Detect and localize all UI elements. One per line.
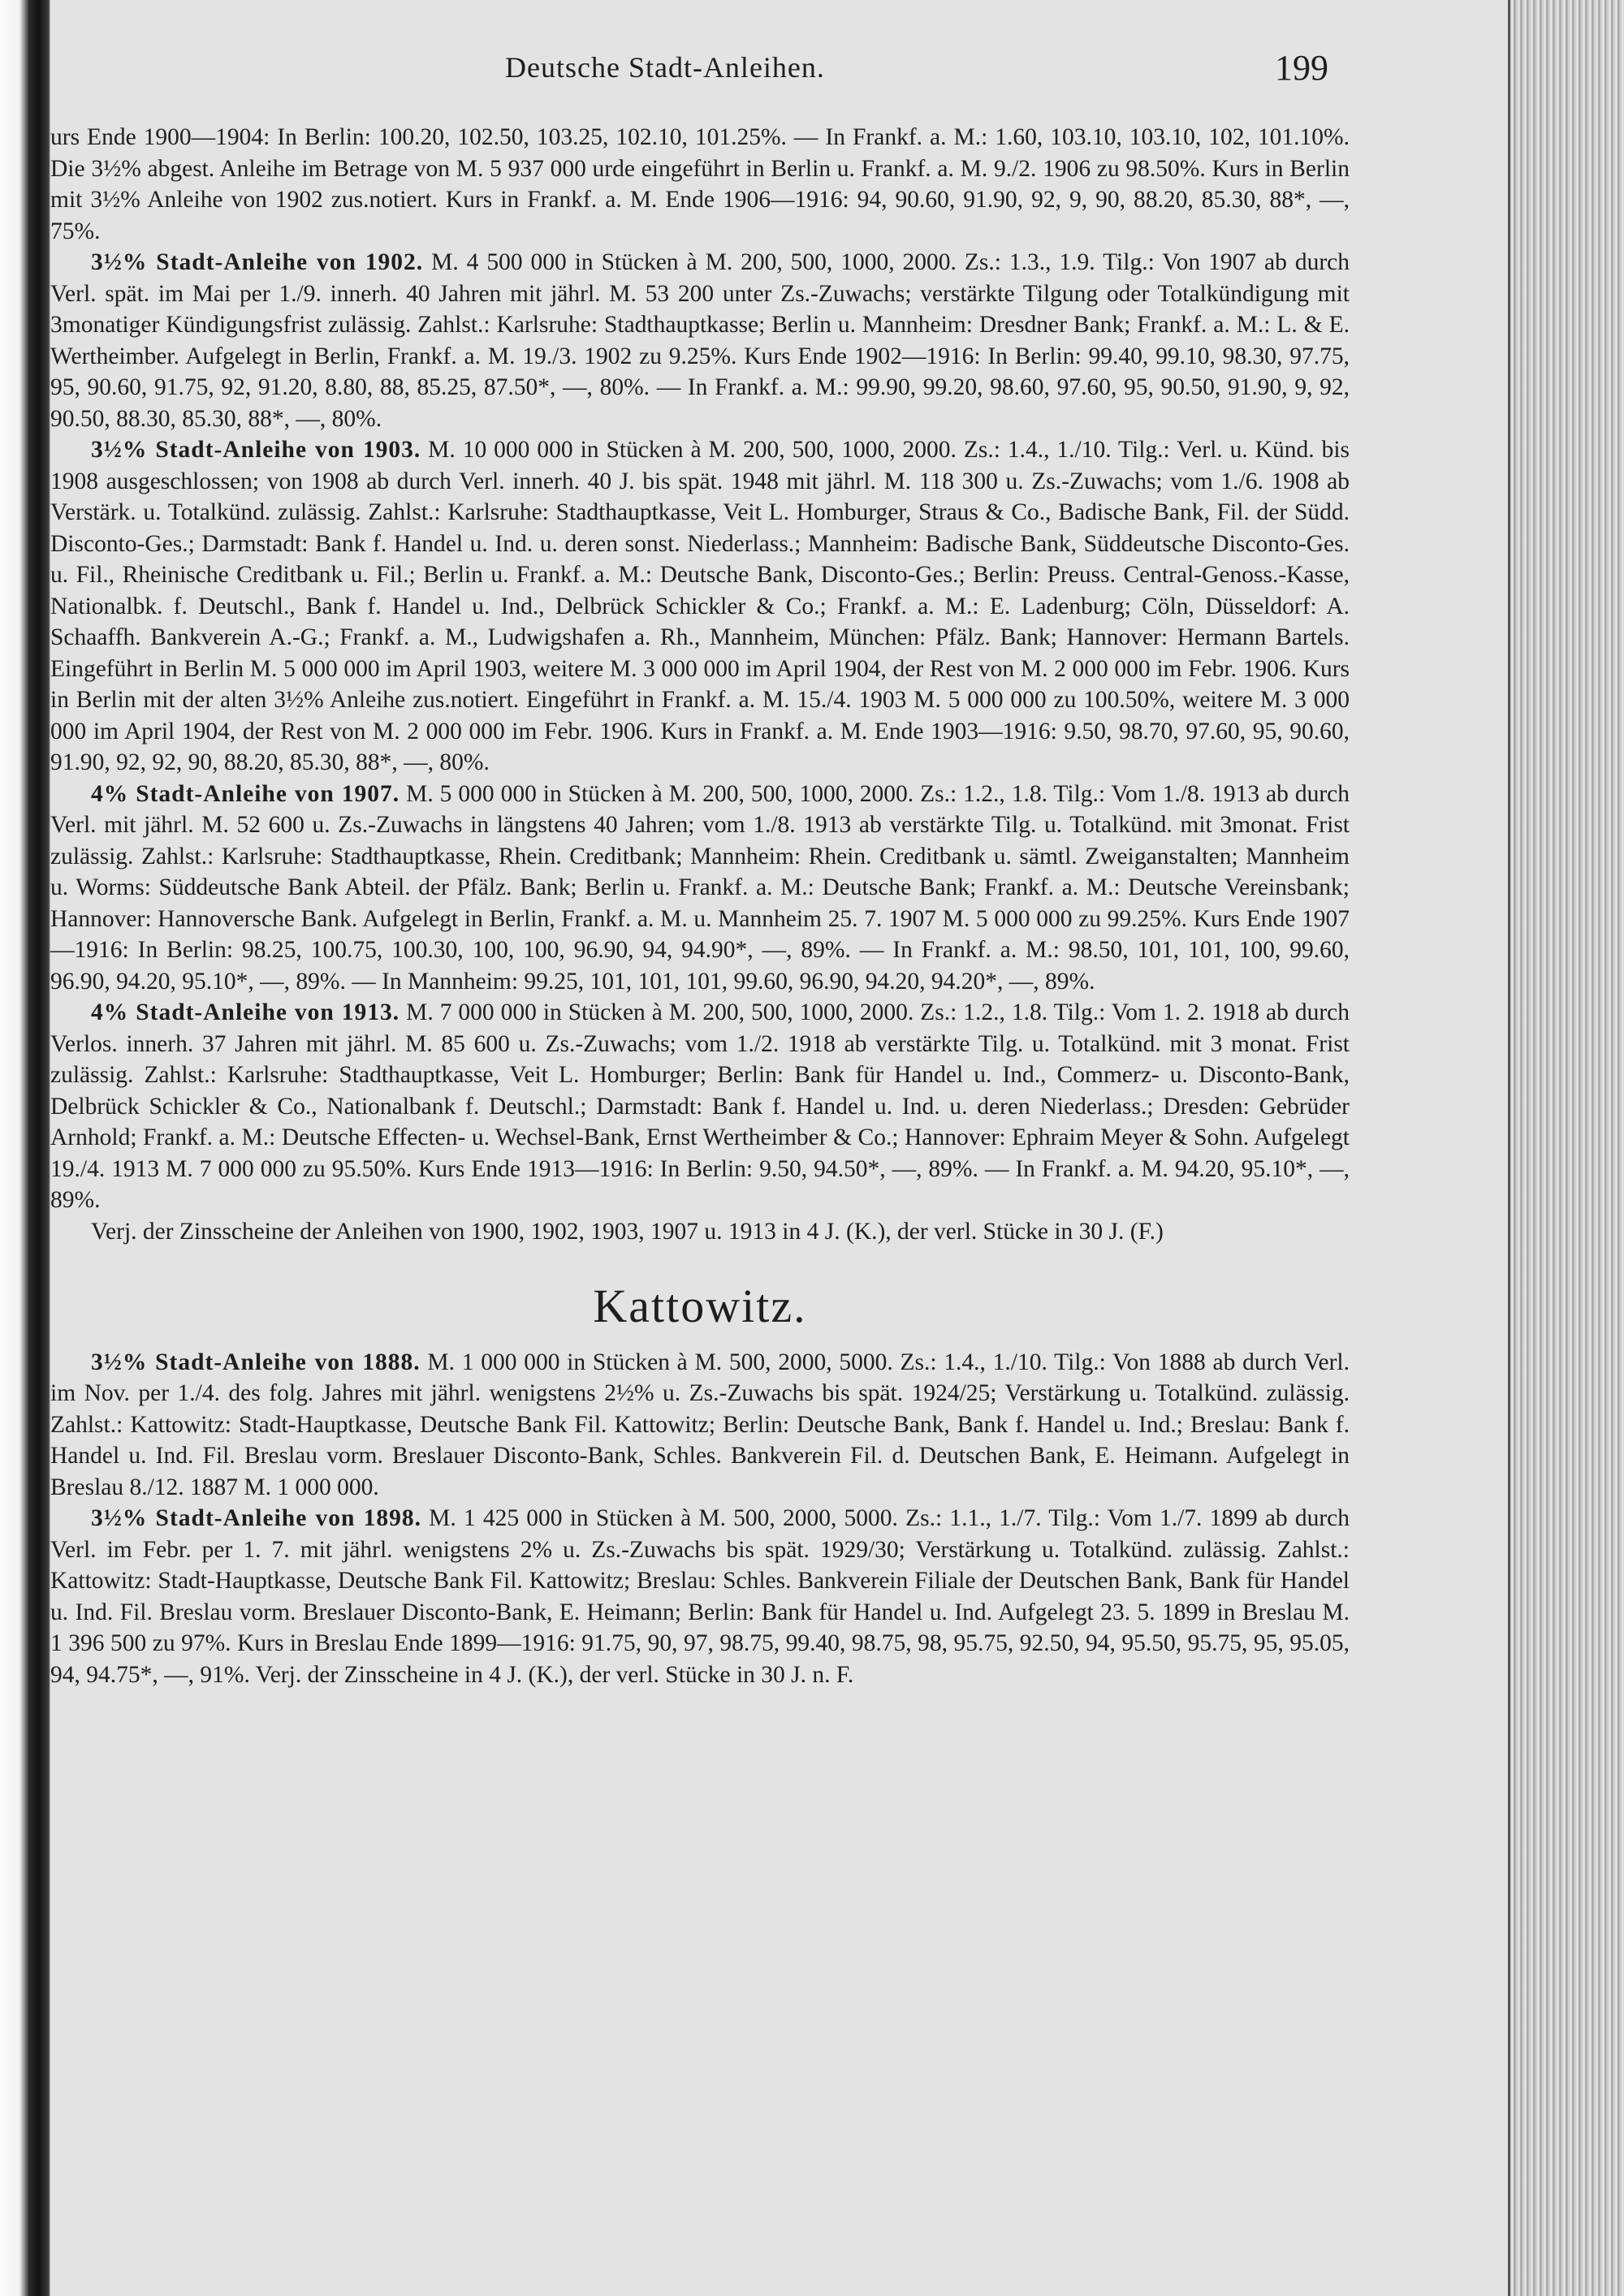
- loan-title: 4% Stadt-Anleihe von 1913.: [91, 999, 400, 1025]
- loan-title: 3½% Stadt-Anleihe von 1888.: [91, 1349, 421, 1375]
- loan-entry: [50, 247, 1350, 434]
- running-head: [50, 50, 1510, 99]
- karlsruhe-section: [50, 122, 1350, 1247]
- loan-entry: [50, 779, 1350, 998]
- loan-body: M. 4 500 000 in Stücken à M. 200, 500, 1000, 2000. Zs.: 1.3., 1.9. Tilg.: Von 1907 ab durch Verl. spät. im Mai per 1./9. innerh. 40 Jahren mit jährl. M. 53 200 unter Zs.-Zuwachs; verstärkte Tilgung oder Totalkündigung mit 3monatiger Kündigungsfrist zulässig. Zahlst.: Karlsruhe: Stadthauptkasse; Berlin u. Mannheim: Dresdner Bank; Frankf. a. M.: L. & E. Wertheimber. Aufgelegt in Berlin, Frankf. a. M. 19./3. 1902 zu 9.25%. Kurs Ende 1902—1916: In Berlin: 99.40, 99.10, 98.30, 97.75, 95, 90.60, 91.75, 92, 91.20, 8.80, 88, 85.25, 87.50*, —, 80%. — In Frankf. a. M.: 99.90, 99.20, 98.60, 97.60, 95, 90.50, 91.90, 9, 92, 90.50, 88.30, 85.30, 88*, —, 80%.: [50, 249, 1350, 432]
- loan-entry: [50, 1347, 1350, 1504]
- loan-body: M. 10 000 000 in Stücken à M. 200, 500, 1000, 2000. Zs.: 1.4., 1./10. Tilg.: Verl. u. Künd. bis 1908 ausgeschlossen; von 1908 ab durch Verl. innerh. 40 J. bis spät. 1948 mit jährl. M. 118 300 u. Zs.-Zuwachs; vom 1./6. 1908 ab Verstärk. u. Totalkünd. zulässig. Zahlst.: Karlsruhe: Stadthauptkasse, Veit L. Homburger, Straus & Co., Badische Bank, Fil. der Südd. Disconto-Ges.; Darmstadt: Bank f. Handel u. Ind. u. deren sonst. Niederlass.; Mannheim: Badische Bank, Süddeutsche Disconto-Ges. u. Fil., Rheinische Creditbank u. Fil.; Berlin u. Frankf. a. M.: Deutsche Bank, Disconto-Ges.; Berlin: Preuss. Central-Genoss.-Kasse, Nationalbk. f. Deutschl., Bank f. Handel u. Ind., Delbrück Schickler & Co.; Frankf. a. M.: E. Ladenburg; Cöln, Düsseldorf: A. Schaaffh. Bankverein A.-G.; Frankf. a. M., Ludwigshafen a. Rh., Mannheim, München: Pfälz. Bank; Hannover: Hermann Bartels. Eingeführt in Berlin M. 5 000 000 im April 1903, weitere M. 3 000 000 im April 1904, der Rest von M. 2 000 000 im Febr. 1906. Kurs in Berlin mit der alten 3½% Anleihe zus.notiert. Eingeführt in Frankf. a. M. 15./4. 1903 M. 5 000 000 zu 100.50%, weitere M. 3 000 000 im April 1904, der Rest von M. 2 000 000 im Febr. 1906. Kurs in Frankf. a. M. Ende 1903—1916: 9.50, 98.70, 97.60, 95, 90.60, 91.90, 92, 92, 90, 88.20, 85.30, 88*, —, 80%.: [50, 437, 1350, 775]
- page-number: 199: [1275, 48, 1328, 88]
- loan-title: 3½% Stadt-Anleihe von 1903.: [91, 437, 421, 463]
- loan-entry: [50, 1503, 1350, 1690]
- loan-title: 3½% Stadt-Anleihe von 1898.: [91, 1505, 421, 1531]
- note-body: Verj. der Zinsscheine der Anleihen von 1900, 1902, 1903, 1907 u. 1913 in 4 J. (K.), der verl. Stücke in 30 J. (F.): [91, 1218, 1164, 1245]
- book-page: [50, 0, 1510, 2296]
- kattowitz-section: [50, 1347, 1350, 1691]
- loan-body: M. 7 000 000 in Stücken à M. 200, 500, 1000, 2000. Zs.: 1.2., 1.8. Tilg.: Vom 1. 2. 1918 ab durch Verlos. innerh. 37 Jahren mit jährl. M. 85 600 u. Zs.-Zuwachs; vom 1./2. 1918 ab verstärkte Tilg. u. Totalkünd. mit 3 monat. Frist zulässig. Zahlst.: Karlsruhe: Stadthauptkasse, Veit L. Homburger; Berlin: Bank für Handel u. Ind., Commerz- u. Disconto-Bank, Delbrück Schickler & Co., Nationalbank f. Deutschl.; Darmstadt: Bank f. Handel u. Ind. u. deren Niederlass.; Dresden: Gebrüder Arnhold; Frankf. a. M.: Deutsche Effecten- u. Wechsel-Bank, Ernst Wertheimber & Co.; Hannover: Ephraim Meyer & Sohn. Aufgelegt 19./4. 1913 M. 7 000 000 zu 95.50%. Kurs Ende 1913—1916: In Berlin: 9.50, 94.50*, —, 89%. — In Frankf. a. M. 94.20, 95.10*, —, 89%.: [50, 999, 1350, 1213]
- loan-body: M. 1 425 000 in Stücken à M. 500, 2000, 5000. Zs.: 1.1., 1./7. Tilg.: Vom 1./7. 1899 ab durch Verl. im Febr. per 1. 7. mit jährl. wenigstens 2% u. Zs.-Zuwachs bis spät. 1929/30; Verstärkung u. Totalkünd. zulässig. Zahlst.: Kattowitz: Stadt-Hauptkasse, Deutsche Bank Fil. Kattowitz; Breslau: Schles. Bankverein Filiale der Deutschen Bank, Bank für Handel u. Ind. Fil. Breslau vorm. Breslauer Disconto-Bank, E. Heimann; Berlin: Bank für Handel u. Ind. Aufgelegt 23. 5. 1899 in Breslau M. 1 396 500 zu 97%. Kurs in Breslau Ende 1899—1916: 91.75, 90, 97, 98.75, 99.40, 98.75, 98, 95.75, 92.50, 94, 95.50, 95.75, 95, 95.05, 94, 94.75*, —, 91%. Verj. der Zinsscheine in 4 J. (K.), der verl. Stücke in 30 J. n. F.: [50, 1505, 1350, 1688]
- loan-entry: [50, 434, 1350, 779]
- loan-body: M. 5 000 000 in Stücken à M. 200, 500, 1000, 2000. Zs.: 1.2., 1.8. Tilg.: Vom 1./8. 1913 ab durch Verl. mit jährl. M. 52 600 u. Zs.-Zuwachs in längstens 40 Jahren; vom 1./8. 1913 ab verstärkte Tilg. u. Totalkünd. mit 3monat. Frist zulässig. Zahlst.: Karlsruhe: Stadthauptkasse, Rhein. Creditbank; Mannheim: Rhein. Creditbank u. sämtl. Zweiganstalten; Mannheim u. Worms: Süddeutsche Bank Abteil. der Pfälz. Bank; Berlin u. Frankf. a. M.: Deutsche Bank; Frankf. a. M.: Deutsche Vereinsbank; Hannover: Hannoversche Bank. Aufgelegt in Berlin, Frankf. a. M. u. Mannheim 25. 7. 1907 M. 5 000 000 zu 99.25%. Kurs Ende 1907—1916: In Berlin: 98.25, 100.75, 100.30, 100, 100, 96.90, 94, 94.90*, —, 89%. — In Frankf. a. M.: 98.50, 101, 101, 100, 99.60, 96.90, 94.20, 95.10*, —, 89%. — In Mannheim: 99.25, 101, 101, 101, 99.60, 96.90, 94.20, 94.20*, —, 89%.: [50, 780, 1350, 995]
- limitation-note: [50, 1216, 1350, 1248]
- loan-body: M. 1 000 000 in Stücken à M. 500, 2000, 5000. Zs.: 1.4., 1./10. Tilg.: Von 1888 ab durch Verl. im Nov. per 1./4. des folg. Jahres mit jährl. wenigstens 2½% u. Zs.-Zuwachs bis spät. 1924/25; Verstärkung u. Totalkünd. zulässig. Zahlst.: Kattowitz: Stadt-Hauptkasse, Deutsche Bank Fil. Kattowitz; Berlin: Deutsche Bank, Bank f. Handel u. Ind.; Breslau: Bank f. Handel u. Ind. Fil. Breslau vorm. Breslauer Disconto-Bank, Schles. Bankverein Fil. d. Deutschen Bank, E. Heimann. Aufgelegt in Breslau 8./12. 1887 M. 1 000 000.: [50, 1349, 1350, 1500]
- page-text: [50, 122, 1350, 1690]
- loan-title: 4% Stadt-Anleihe von 1907.: [91, 780, 400, 807]
- loan-entry: [50, 997, 1350, 1216]
- page-stack-edge: [1508, 0, 1624, 2296]
- city-heading: Kattowitz.: [593, 1280, 807, 1332]
- book-binding-shadow: [0, 0, 50, 2296]
- paragraph-body: urs Ende 1900—1904: In Berlin: 100.20, 102.50, 103.25, 102.10, 101.25%. — In Frankf. a. M.: 1.60, 103.10, 103.10, 102, 101.10%. Die 3½% abgest. Anleihe im Betrage von M. 5 937 000 urde eingeführt in Berlin u. Frankf. a. M. 9./2. 1906 zu 98.50%. Kurs in Berlin mit 3½% Anleihe von 1902 zus.notiert. Kurs in Frankf. a. M. Ende 1906—1916: 94, 90.60, 91.90, 92, 9, 90, 88.20, 85.30, 88*, —, 75%.: [50, 124, 1350, 244]
- running-title: Deutsche Stadt-Anleihen.: [505, 51, 825, 84]
- paragraph: [50, 122, 1350, 247]
- loan-title: 3½% Stadt-Anleihe von 1902.: [91, 249, 424, 275]
